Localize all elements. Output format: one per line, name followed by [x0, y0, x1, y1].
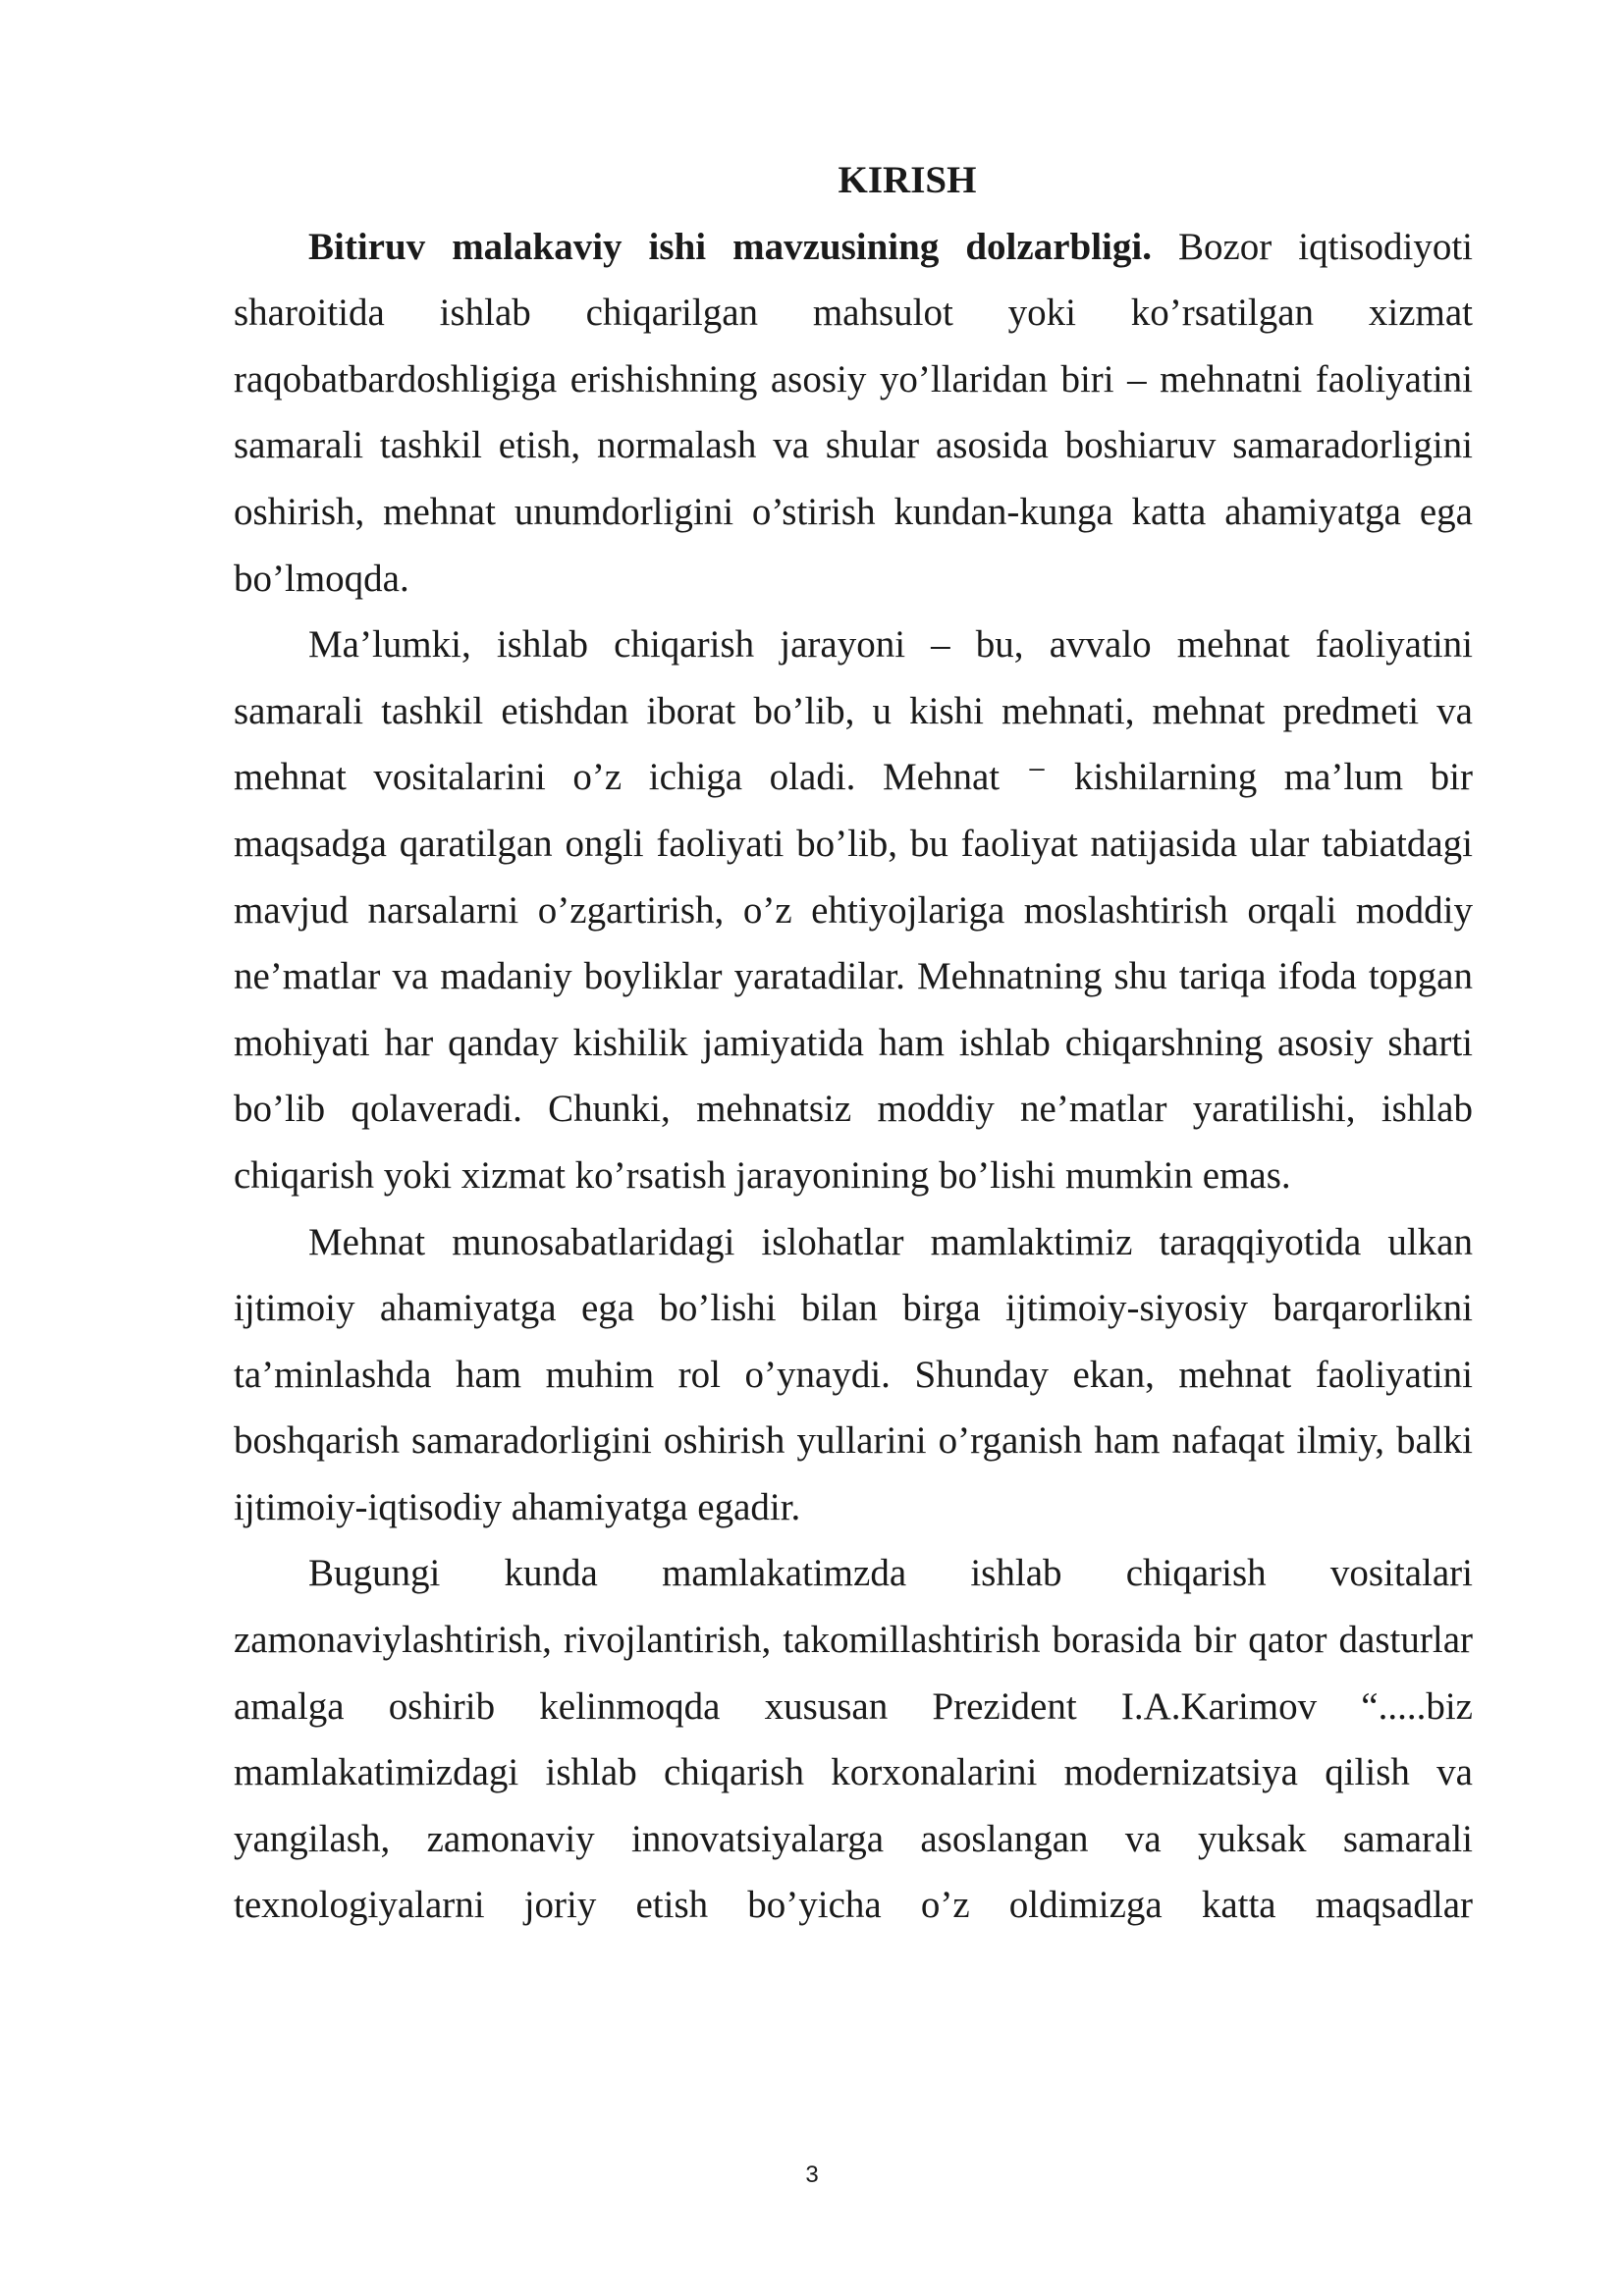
- paragraph-relevance: [234, 214, 1473, 613]
- paragraph-labor-reforms: Mehnat munosabatlaridagi islohatlar mamlaktimiz taraqqiyotida ulkan ijtimoiy ahamiyatga ega bo’lishi bilan birga ijtimoiy-siyosiy barqarorlikni ta’minlashda ham muhim rol o’ynaydi. Shunday ekan, mehnat faoliyatini boshqarish samaradorligini oshirish yullarini o’rganish ham nafaqat ilmiy, balki ijtimoiy-iqtisodiy ahamiyatga egadir.: [234, 1220, 1473, 1528]
- page-number: 3: [805, 2162, 819, 2188]
- section-title: KIRISH: [838, 159, 977, 201]
- paragraph-production-process: Ma’lumki, ishlab chiqarish jarayoni – bu, avvalo mehnat faoliyatini samarali tashkil etishdan iborat bo’lib, u kishi mehnati, mehnat predmeti va mehnat vositalarini o’z ichiga oladi. Mehnat ⁻ kishilarning ma’lum bir maqsadga qaratilgan ongli faoliyati bo’lib, bu faoliyat natijasida ular tabiatdagi mavjud narsalarni o’zgartirish, o’z ehtiyojlariga moslashtirish orqali moddiy ne’matlar va madaniy boyliklar yaratadilar. Mehnatning shu tariqa ifoda topgan mohiyati har qanday kishilik jamiyatida ham ishlab chiqarshning asosiy sharti bo’lib qolaveradi. Chunki, mehnatsiz moddiy ne’matlar yaratilishi, ishlab chiqarish yoki xizmat ko’rsatish jarayonining bo’lishi mumkin emas.: [234, 623, 1473, 1197]
- document-body: [234, 147, 1473, 1939]
- paragraph-lead-heading: Bitiruv malakaviy ishi mavzusining dolzarbligi.: [308, 225, 1152, 268]
- paragraph-modernization: Bugungi kunda mamlakatimzda ishlab chiqarish vositalari zamonaviylashtirish, rivojlantirish, takomillashtirish borasida bir qator dasturlar amalga oshirib kelinmoqda xususan Prezident I.A.Karimov “.....biz mamlakatimizdagi ishlab chiqarish korxonalarini modernizatsiya qilish va yangilash, zamonaviy innovatsiyalarga asoslangan va yuksak samarali texnologiyalarni joriy etish bo’yicha o’z oldimizga katta maqsadlar: [234, 1552, 1473, 1927]
- paragraph-text: Bozor iqtisodiyoti sharoitida ishlab chiqarilgan mahsulot yoki ko’rsatilgan xizmat raqobatbardoshligiga erishishning asosiy yo’llaridan biri – mehnatni faoliyatini samarali tashkil etish, normalash va shular asosida boshiaruv samaradorligini oshirish, mehnat unumdorligini o’stirish kundan-kunga katta ahamiyatga ega bo’lmoqda.: [234, 225, 1473, 600]
